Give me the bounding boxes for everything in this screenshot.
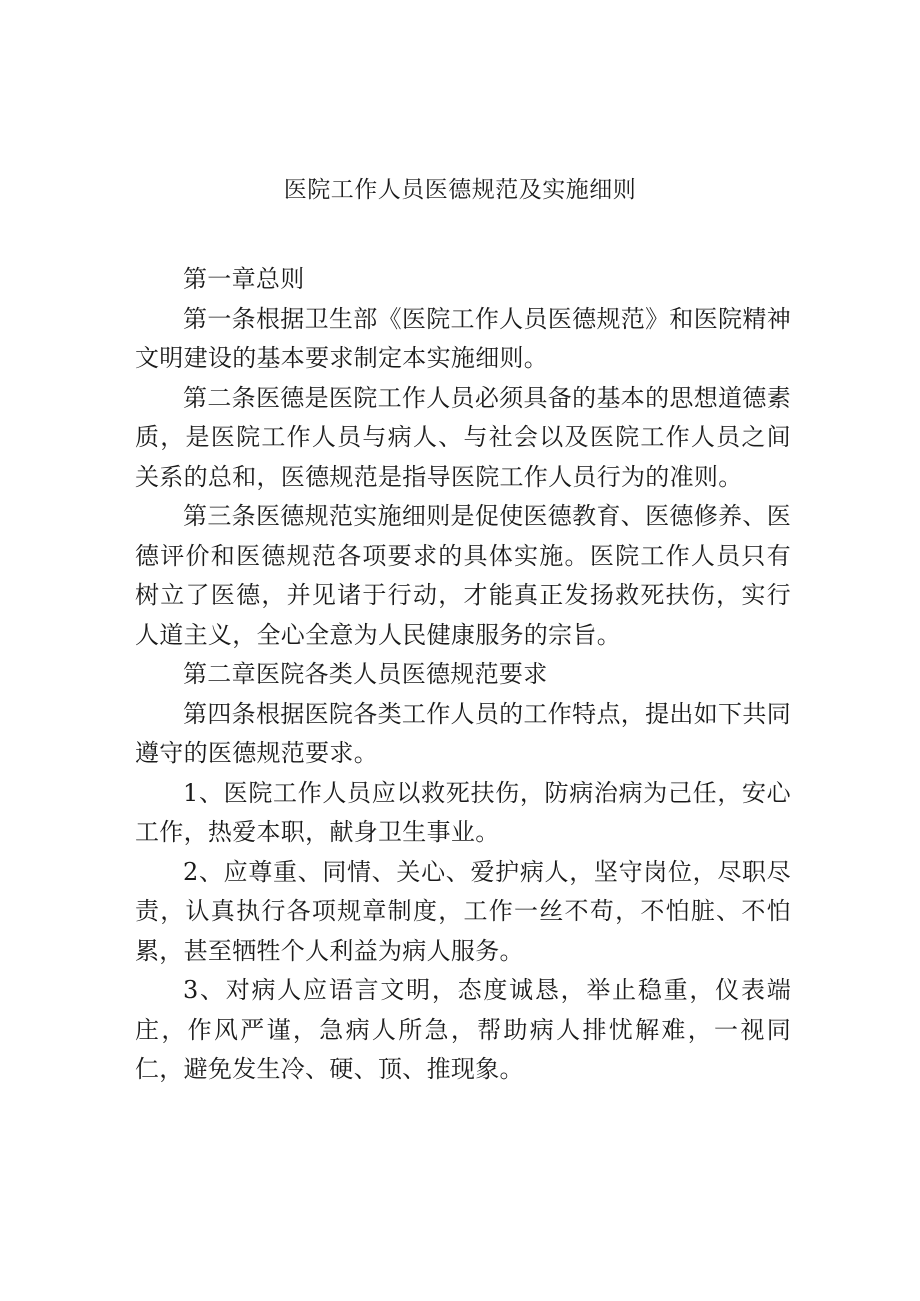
article-4: 第四条根据医院各类工作人员的工作特点，提出如下共同遵守的医德规范要求。	[135, 699, 791, 767]
article-2: 第二条医德是医院工作人员必须具备的基本的思想道德素质，是医院工作人员与病人、与社会以及医院工作人员之间关系的总和，医德规范是指导医院工作人员行为的准则。	[135, 383, 791, 491]
article-3: 第三条医德规范实施细则是促使医德教育、医德修养、医德评价和医德规范各项要求的具体实施。医院工作人员只有树立了医德，并见诸于行动，才能真正发扬救死扶伤，实行人道主义，全心全意为人民健康服务的宗旨。	[135, 502, 791, 649]
chapter-heading-2: 第二章医院各类人员医德规范要求	[183, 660, 548, 688]
document-title: 医院工作人员医德规范及实施细则	[283, 177, 637, 203]
list-item-2: 2、应尊重、同情、关心、爱护病人，坚守岗位，尽职尽责，认真执行各项规章制度，工作一丝不苟，不怕脏、不怕累，甚至牺牲个人利益为病人服务。	[135, 857, 791, 965]
list-item-1: 1、医院工作人员应以救死扶伤，防病治病为己任，安心工作，热爱本职，献身卫生事业。	[135, 778, 791, 846]
chapter-heading-1: 第一章总则	[183, 265, 305, 293]
article-1: 第一条根据卫生部《医院工作人员医德规范》和医院精神文明建设的基本要求制定本实施细则。	[135, 304, 791, 372]
document-body	[135, 260, 791, 1090]
list-item-3: 3、对病人应语言文明，态度诚恳，举止稳重，仪表端庄，作风严谨，急病人所急，帮助病人排忧解难，一视同仁，避免发生冷、硬、顶、推现象。	[135, 976, 791, 1083]
